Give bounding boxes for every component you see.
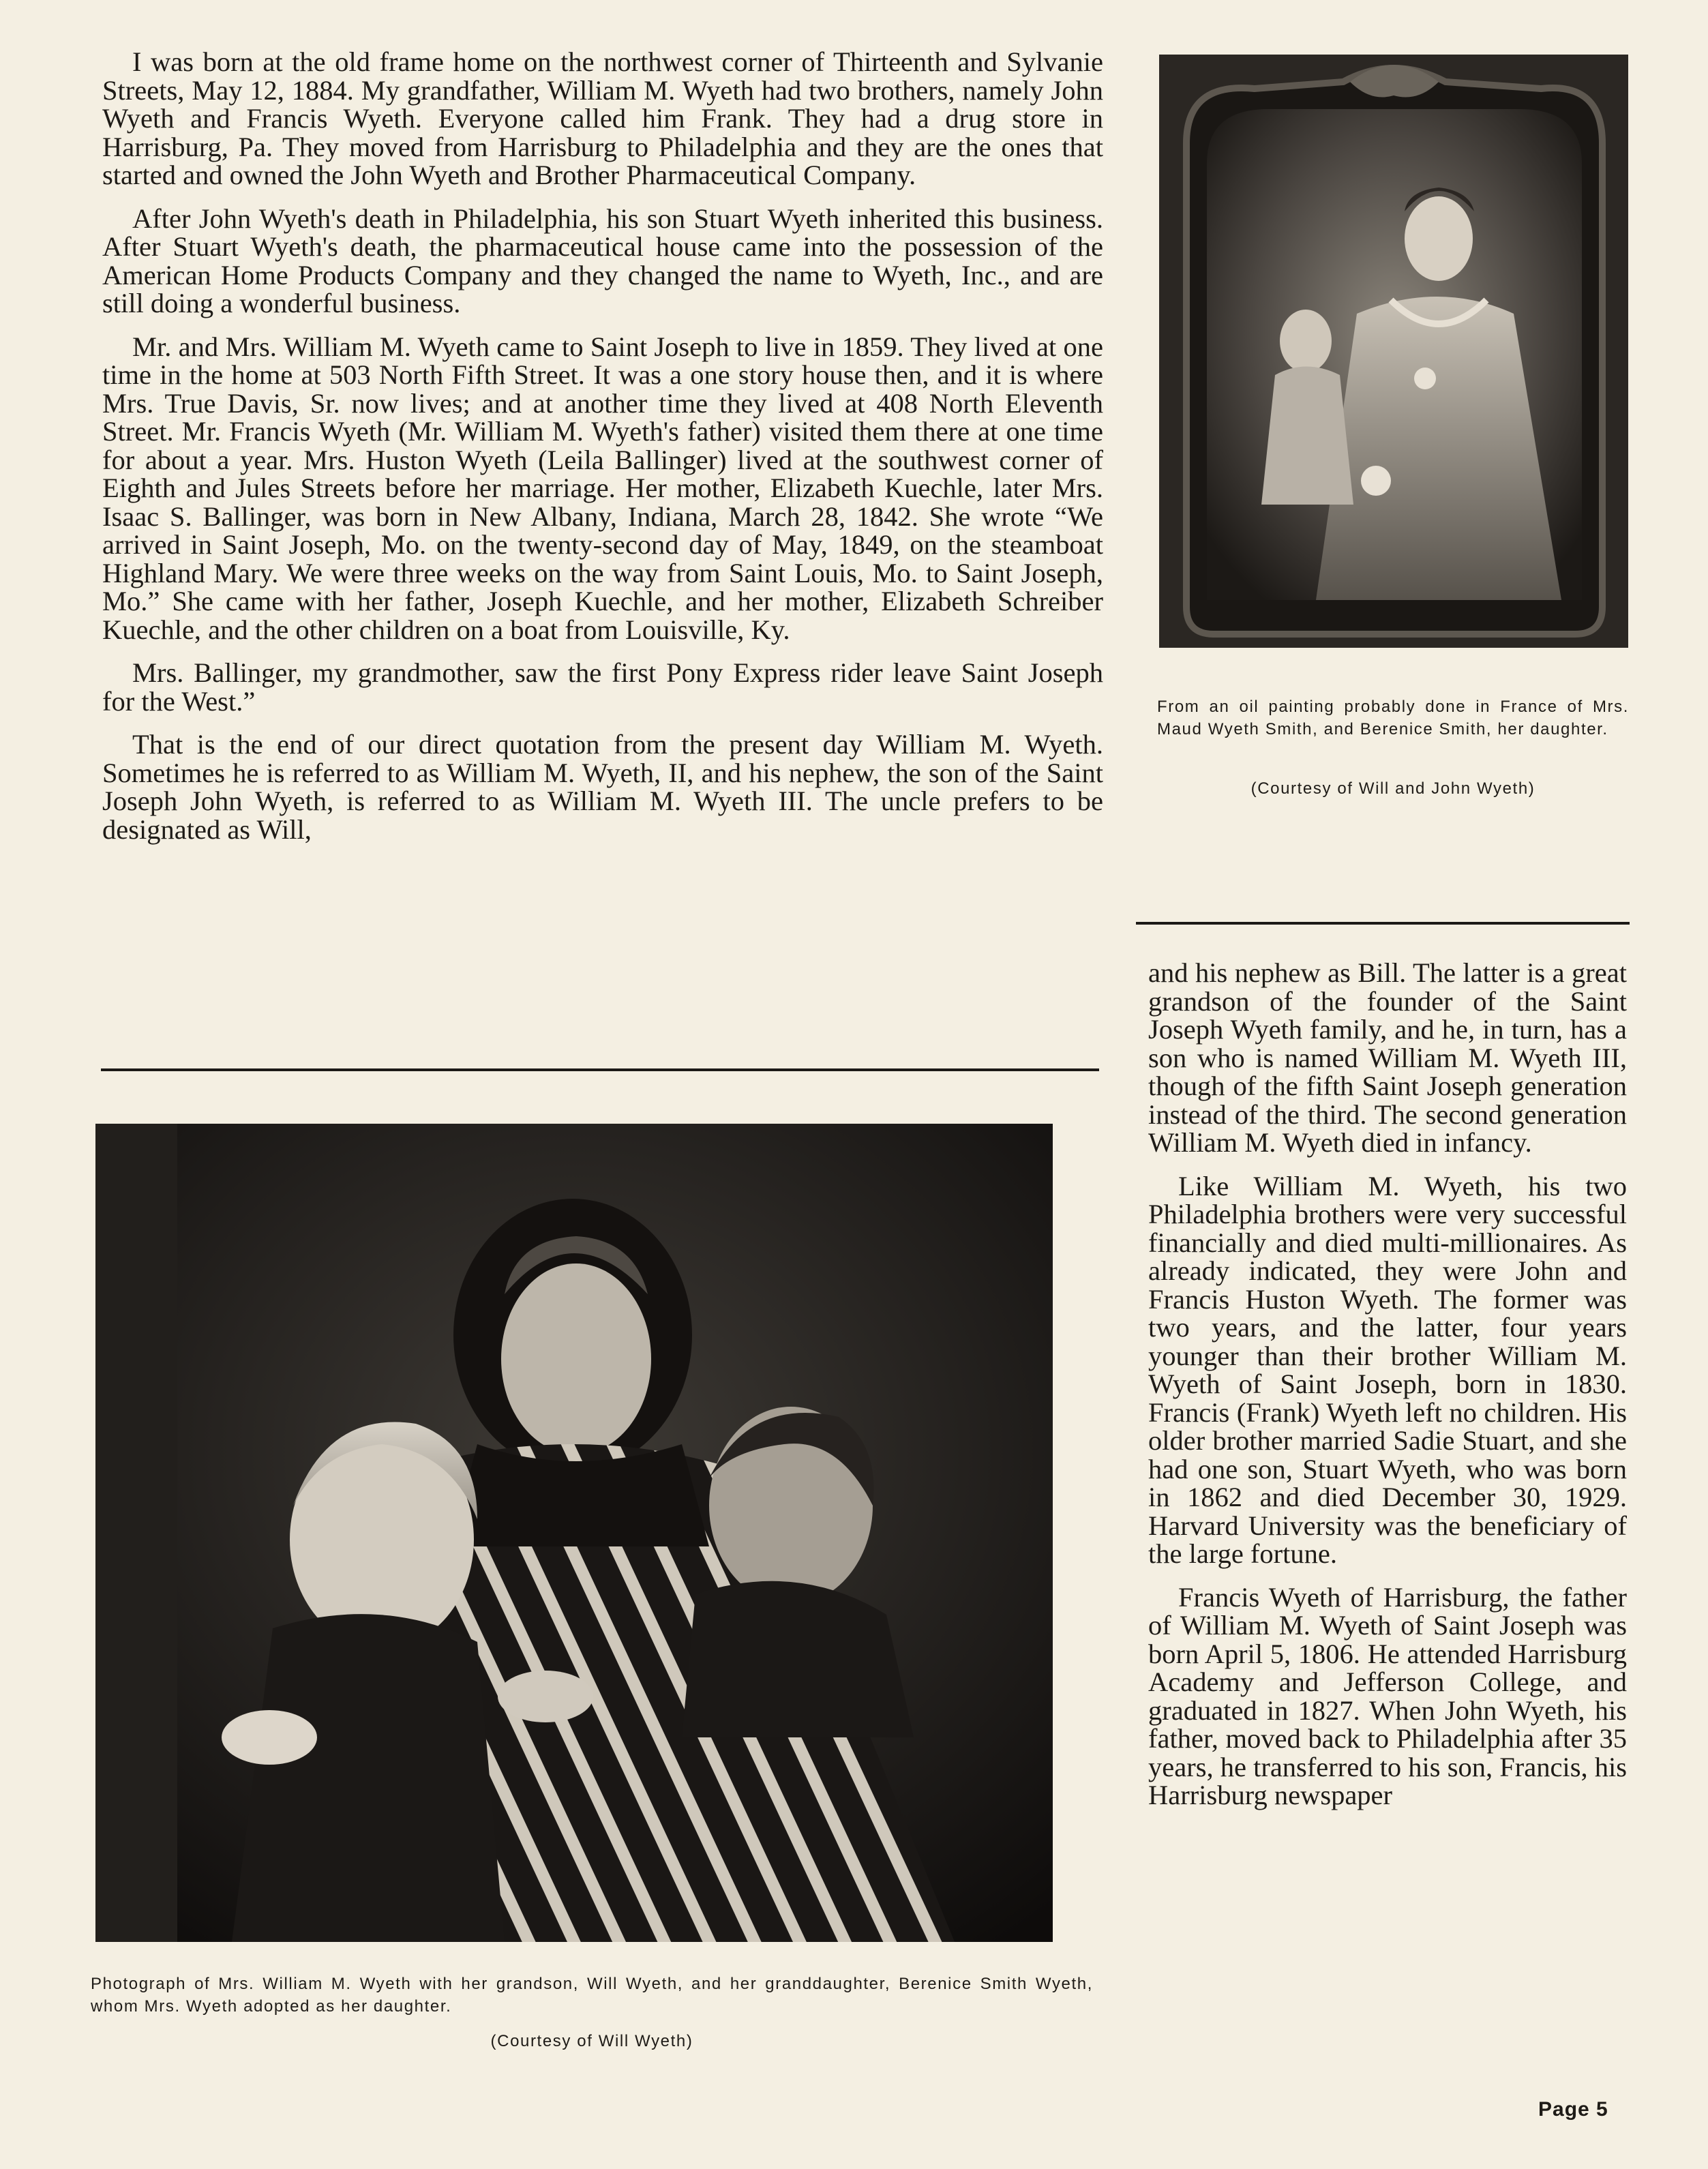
painting-caption: From an oil painting probably done in France of Mrs. Maud Wyeth Smith, and Berenice Smith, her daughter. [1157,698,1629,738]
family-photo-illustration [95,1124,1053,1942]
section-divider [1136,922,1630,925]
left-column [102,48,1103,843]
paragraph: That is the end of our direct quotation from the present day William M. Wyeth. Sometimes he is referred to as William M. Wyeth, II, and his nephew, the son of the Saint Joseph John Wyeth, is referred to as William M. Wyeth III. The uncle prefers to be designated as Will, [102,729,1103,845]
paragraph: and his nephew as Bill. The latter is a great grandson of the founder of the Saint Joseph Wyeth family, and he, in turn, has a son who is named William M. Wyeth III, though of the fifth Saint Joseph generation instead of the third. The second generation William M. Wyeth died in infancy. [1148,957,1627,1158]
section-divider [101,1068,1099,1071]
paragraph: After John Wyeth's death in Philadelphia, his son Stuart Wyeth inherited this business. After Stuart Wyeth's death, the pharmaceutical house came into the possession of the American Home Products Company and they changed the name to Wyeth, Inc., and are still doing a wonderful business. [102,203,1103,318]
paragraph: Mrs. Ballinger, my grandmother, saw the first Pony Express rider leave Saint Joseph for the West.” [102,657,1103,717]
family-photograph-image [95,1124,1053,1942]
page-number: Page 5 [1538,2098,1608,2121]
paragraph: I was born at the old frame home on the northwest corner of Thirteenth and Sylvanie Streets, May 12, 1884. My grandfather, William M. Wyeth had two brothers, namely John Wyeth and Francis Wyeth. Everyone called him Frank. They had a drug store in Harrisburg, Pa. They moved from Harrisburg to Philadelphia and they are the ones that started and owned the John Wyeth and Brother Pharmaceutical Company. [102,46,1103,190]
painting-credit: (Courtesy of Will and John Wyeth) [1250,779,1535,798]
right-column [1148,959,1627,1810]
paragraph: Mr. and Mrs. William M. Wyeth came to Saint Joseph to live in 1859. They lived at one time in the home at 503 North Fifth Street. It was a one story house then, and it is where Mrs. True Davis, Sr. now lives; and at another time they lived at 408 North Eleventh Street. Mr. Francis Wyeth (Mr. William M. Wyeth's father) visited them there at one time for about a year. Mrs. Huston Wyeth (Leila Ballinger) lived at the southwest corner of Eighth and Jules Streets before her marriage. Her mother, Elizabeth Kuechle, later Mrs. Isaac S. Ballinger, was born in New Albany, Indiana, March 28, 1842. She wrote “We arrived in Saint Joseph, Mo. on the twenty-second day of May, 1849, on the steamboat Highland Mary. We were three weeks on the way from Saint Louis, Mo. to Saint Joseph, Mo.” She came with her father, Joseph Kuechle, and her mother, Elizabeth Schreiber Kuechle, and the other children on a boat from Louisville, Ky. [102,331,1103,645]
photograph-caption: Photograph of Mrs. William M. Wyeth with her grandson, Will Wyeth, and her granddaughter, Berenice Smith Wyeth, whom Mrs. Wyeth adopted as her daughter. [91,1975,1093,2016]
portrait-illustration [1159,55,1628,648]
paragraph: Francis Wyeth of Harrisburg, the father of William M. Wyeth of Saint Joseph was born April 5, 1806. He attended Harrisburg Academy and Jefferson College, and graduated in 1827. When John Wyeth, his father, moved back to Philadelphia after 35 years, he transferred to his son, Francis, his Harrisburg newspaper [1148,1581,1627,1810]
paragraph: Like William M. Wyeth, his two Philadelphia brothers were very successful financially and died multi-millionaires. As already indicated, they were John and Francis Huston Wyeth. The former was two years, and the latter, four years younger than their brother William M. Wyeth of Saint Joseph, born in 1830. Francis (Frank) Wyeth left no children. His older brother married Sadie Stuart, and she had one son, Stuart Wyeth, who was born in 1862 and died December 30, 1929. Harvard University was the beneficiary of the large fortune. [1148,1170,1627,1569]
oil-painting-image [1159,55,1628,648]
photograph-credit: (Courtesy of Will Wyeth) [490,2032,693,2050]
